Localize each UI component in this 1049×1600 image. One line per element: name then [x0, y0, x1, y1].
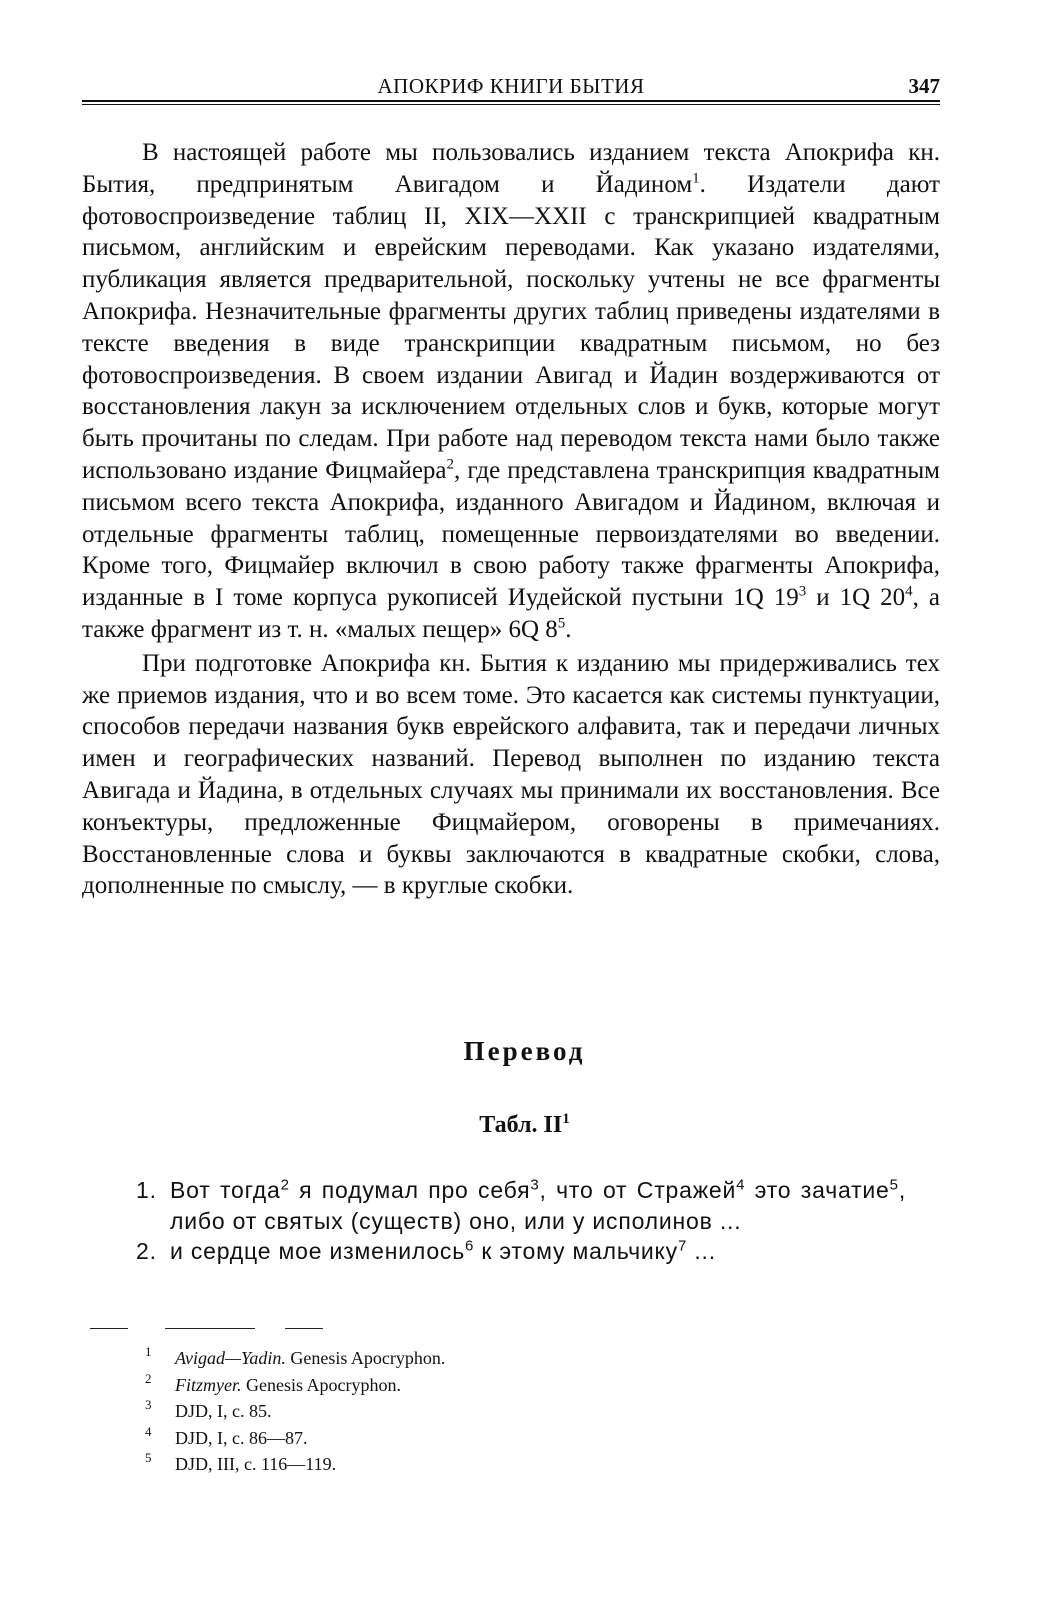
text-run: , где представлена транскрипция квадратным письмом всего текста Апокрифа, изданного Авигадом и Йадином, включая и отдельные фрагменты таблиц, помещенные первоиздателями во введении. Кроме того, Фицмайер включил в свою работу также фрагменты Апокрифа, изданные в I томе корпуса рукописей Иудейской пустыни 1Q 19	[82, 456, 940, 612]
text-run: .	[565, 615, 572, 643]
footnote-mark: 3	[145, 1397, 152, 1412]
footnote-text: DJD, III, с. 116—119.	[175, 1454, 337, 1474]
verse-text: это зачатие	[745, 1177, 890, 1203]
footnote-ref: 1	[562, 1111, 570, 1127]
footnote-rule	[285, 1328, 323, 1329]
footnote-text: Genesis Apocryphon.	[285, 1348, 446, 1368]
footnote-ref: 7	[677, 1237, 688, 1255]
footnote-text: Genesis Apocryphon.	[241, 1374, 401, 1395]
verse-number: 2.	[136, 1238, 157, 1264]
footnote-ref: 2	[446, 456, 455, 473]
table-heading	[0, 1112, 1049, 1139]
footnote-mark: 4	[145, 1423, 152, 1439]
body-text	[82, 137, 940, 902]
verse-text: к этому мальчику	[474, 1238, 678, 1264]
footnote-ref: 1	[692, 170, 700, 187]
footnote	[145, 1372, 745, 1399]
footnote	[145, 1451, 745, 1478]
verse-text: и сердце мое изменилось	[170, 1238, 465, 1264]
footnote	[145, 1398, 745, 1425]
verse-text: , либо от святых (существ) оно, или у исполинов ...	[170, 1177, 907, 1234]
verse	[136, 1236, 906, 1267]
text-run: В настоящей работе мы пользовались изданием текста Апокрифа кн. Бытия, предпринятым Авигадом и Йадином	[82, 139, 940, 198]
section-heading: Перевод	[463, 1036, 586, 1066]
footnote-mark: 2	[145, 1370, 152, 1386]
running-title: АПОКРИФ КНИГИ БЫТИЯ	[377, 74, 645, 98]
footnote-ref: 5	[889, 1176, 899, 1194]
footnote-ref: 4	[736, 1176, 746, 1194]
running-head	[82, 74, 940, 98]
footnote-ref: 2	[280, 1176, 290, 1194]
footnote-text: DJD, I, с. 85.	[175, 1401, 272, 1421]
paragraph-2: При подготовке Апокрифа кн. Бытия к изданию мы придерживались тех же приемов издания, что и во всем томе. Это касается как системы пунктуации, способов передачи названия букв еврейского алфавита, так и передачи личных имен и географических названий. Перевод выполнен по изданию текста Авигада и Йадина, в отдельных случаях мы принимали их восстановления. Все конъектуры, предложенные Фицмайером, оговорены в примечаниях. Восстановленные слова и буквы заключаются в квадратные скобки, слова, дополненные по смыслу, — в круглые скобки.	[82, 649, 940, 900]
verse-text: Вот тогда	[170, 1177, 281, 1203]
footnote-mark: 1	[145, 1344, 152, 1359]
paragraph-1	[82, 137, 940, 646]
verse-text: ...	[687, 1238, 716, 1264]
footnote	[145, 1345, 745, 1372]
footnote-author: Avigad—Yadin.	[175, 1348, 286, 1368]
footnote-text: DJD, I, с. 86—87.	[175, 1427, 308, 1448]
verse-list	[136, 1175, 906, 1267]
verse-number: 1.	[136, 1177, 157, 1203]
footnote-ref: 6	[465, 1237, 475, 1255]
footnote-ref: 5	[557, 615, 566, 632]
verse	[136, 1175, 906, 1236]
footnotes	[145, 1345, 745, 1478]
verse-text: , что от Стражей	[539, 1177, 737, 1203]
table-label: Табл. II	[479, 1112, 563, 1138]
footnote-ref: 4	[905, 583, 913, 600]
text-run: и 1Q 20	[806, 584, 906, 612]
footnote-mark: 5	[145, 1450, 152, 1465]
page-number: 347	[908, 74, 940, 98]
footnote	[145, 1425, 745, 1452]
verse-text: я подумал про себя	[289, 1177, 531, 1203]
footnote-rule	[165, 1328, 255, 1329]
footnote-ref: 3	[798, 583, 807, 600]
header-rule	[82, 100, 940, 102]
footnote-ref: 3	[530, 1176, 540, 1194]
footnote-author: Fitzmyer.	[175, 1374, 242, 1395]
text-run: , а также фрагмент из т. н. «малых пещер» 6Q 8	[82, 584, 940, 643]
header-rule-thin	[82, 104, 940, 105]
text-run: . Издатели дают фотовоспроизведение таблиц II, XIX—XXII с транскрипцией квадратным письмом, английским и еврейским переводами. Как указано издателями, публикация является предварительной, поскольку учтены не все фрагменты Апокрифа. Незначительные фрагменты других таблиц приведены издателями в тексте введения в виде транскрипции квадратным письмом, но без фотовоспроизведения. В своем издании Авигад и Йадин воздерживаются от восстановления лакун за исключением отдельных слов и букв, которые могут быть прочитаны по следам. При работе над переводом текста нами было также использовано издание Фицмайера	[82, 170, 940, 484]
footnote-rule	[90, 1328, 128, 1329]
